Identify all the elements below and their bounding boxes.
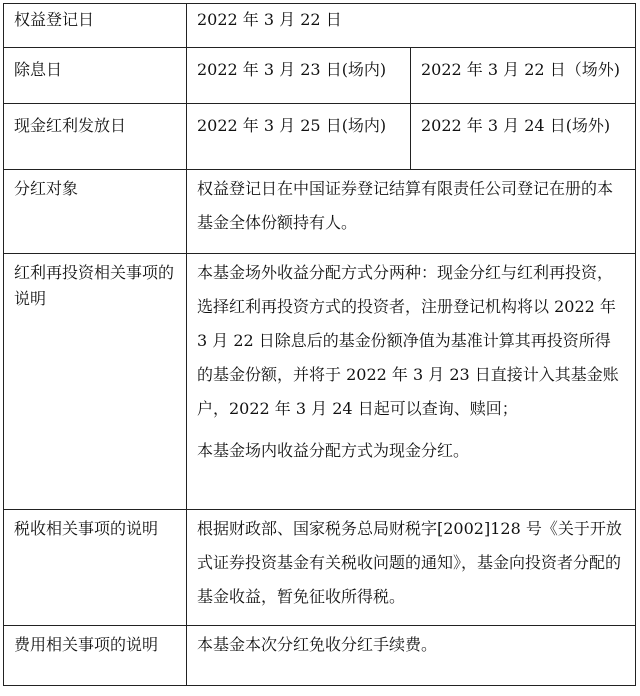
row-fees — [4, 626, 636, 686]
payment-date-off-exchange: 2022 年 3 月 24 日(场外) — [421, 116, 611, 135]
ex-dividend-date-label: 除息日 — [14, 60, 63, 79]
ex-dividend-off-exchange: 2022 年 3 月 22 日（场外) — [421, 60, 620, 79]
fees-text: 本基金本次分红免收分红手续费。 — [197, 635, 438, 654]
label-cell — [4, 626, 187, 686]
label-cell — [4, 254, 187, 510]
payment-date-label: 现金红利发放日 — [14, 116, 127, 135]
label-cell — [4, 4, 187, 48]
row-reinvestment — [4, 254, 636, 510]
record-date-value: 2022 年 3 月 22 日 — [197, 10, 342, 29]
row-dividend-target — [4, 170, 636, 254]
value-cell — [187, 4, 636, 48]
label-cell — [4, 170, 187, 254]
ex-dividend-on-exchange: 2022 年 3 月 23 日(场内) — [197, 60, 387, 79]
record-date-label: 权益登记日 — [14, 10, 95, 29]
reinvestment-label: 红利再投资相关事项的说明 — [14, 263, 175, 308]
label-cell — [4, 104, 187, 170]
reinvestment-paragraph-1: 本基金场外收益分配方式分两种：现金分红与红利再投资，选择红利再投资方式的投资者，注册登记机构将以 2022 年 3 月 22 日除息后的基金份额净值为基准计算其再投资所得的基金份额，并将于 2022 年 3 月 23 日直接计入其基金账户，2022 年 3 月 24 日起可以查询、赎回； — [197, 263, 619, 418]
value-cell — [411, 104, 636, 170]
label-cell — [4, 48, 187, 104]
dividend-target-label: 分红对象 — [14, 179, 79, 198]
value-cell — [187, 104, 411, 170]
row-record-date — [4, 4, 636, 48]
value-cell — [187, 170, 636, 254]
row-ex-dividend-date — [4, 48, 636, 104]
payment-date-on-exchange: 2022 年 3 月 25 日(场内) — [197, 116, 387, 135]
dividend-details-table — [3, 3, 636, 686]
tax-label: 税收相关事项的说明 — [14, 519, 159, 538]
value-cell — [187, 48, 411, 104]
value-cell — [187, 254, 636, 510]
row-tax — [4, 510, 636, 626]
value-cell — [187, 626, 636, 686]
dividend-target-text: 权益登记日在中国证券登记结算有限责任公司登记在册的本基金全体份额持有人。 — [197, 179, 614, 232]
value-cell — [187, 510, 636, 626]
reinvestment-paragraph-2: 本基金场内收益分配方式为现金分红。 — [197, 441, 470, 460]
value-cell — [411, 48, 636, 104]
row-payment-date — [4, 104, 636, 170]
label-cell — [4, 510, 187, 626]
fees-label: 费用相关事项的说明 — [14, 635, 159, 654]
tax-text: 根据财政部、国家税务总局财税字[2002]128 号《关于开放式证券投资基金有关税收问题的通知》，基金向投资者分配的基金收益，暂免征收所得税。 — [197, 519, 622, 606]
